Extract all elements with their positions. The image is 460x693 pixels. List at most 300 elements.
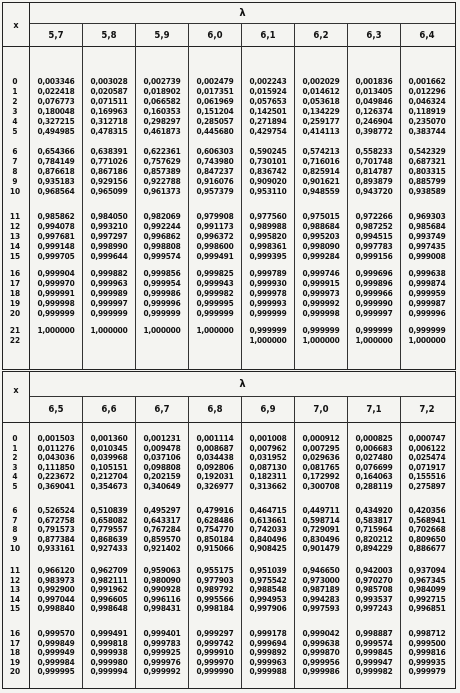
lambda-column-header: 5,7 (48, 30, 64, 41)
probability-cell: 0,894229 (355, 543, 393, 554)
probability-cell: 0,997783 (355, 241, 393, 251)
probability-cell: 0,259177 (302, 116, 340, 126)
probability-cell: 0,510839 (90, 505, 128, 515)
row-x-value: 0 (12, 76, 18, 86)
probability-cell: 0,583817 (355, 514, 393, 525)
probability-cell: 0,066582 (143, 96, 181, 106)
probability-cell: 0,967345 (408, 574, 446, 585)
probability-cell: 0,111850 (37, 461, 75, 472)
probability-cell: 0,172992 (302, 471, 340, 482)
lambda-column-header: 6,8 (207, 404, 223, 415)
probability-cell: 0,916076 (196, 176, 234, 186)
probability-cell: 0,999849 (37, 637, 75, 648)
probability-cell: 0,180048 (37, 106, 75, 116)
probability-cell: 0,998840 (37, 603, 75, 614)
probability-cell: 0,933161 (37, 543, 75, 554)
probability-cell: 0,969303 (408, 211, 446, 221)
probability-cell: 0,935183 (37, 176, 75, 186)
probability-cell: 0,997593 (302, 603, 340, 614)
probability-cell: 0,098808 (143, 461, 181, 472)
row-x-value: 20 (9, 666, 21, 677)
row-x-value: 2 (12, 96, 18, 106)
probability-cell: 0,993210 (90, 221, 128, 231)
probability-cell: 0,999970 (37, 278, 75, 288)
probability-cell: 0,779557 (90, 524, 128, 535)
probability-cell: 0,970270 (355, 574, 393, 585)
probability-cell: 0,001360 (90, 433, 128, 443)
probability-cell: 0,654366 (37, 146, 75, 156)
probability-cell: 0,975542 (249, 574, 287, 585)
probability-cell: 0,223672 (37, 471, 75, 482)
probability-cell: 0,814787 (355, 166, 393, 176)
probability-cell: 0,092806 (196, 461, 234, 472)
probability-cell: 0,876618 (37, 166, 75, 176)
probability-cell: 0,118919 (408, 106, 446, 116)
probability-cell: 0,982111 (90, 574, 128, 585)
row-x-value: 6 (12, 146, 18, 156)
probability-cell: 0,613661 (249, 514, 287, 525)
probability-cell: 0,999395 (249, 251, 287, 261)
probability-cell: 0,398772 (355, 126, 393, 136)
probability-cell: 0,049846 (355, 96, 393, 106)
probability-cell: 0,999996 (143, 298, 181, 308)
probability-cell: 0,999574 (355, 637, 393, 648)
probability-cell: 0,702668 (408, 524, 446, 535)
probability-cell: 0,000747 (408, 433, 446, 443)
probability-cell: 0,965099 (90, 186, 128, 196)
probability-cell: 0,953110 (249, 186, 287, 196)
probability-cell: 0,369041 (37, 481, 75, 491)
probability-cell: 0,730101 (249, 156, 287, 166)
row-x-value: 20 (9, 308, 21, 318)
probability-cell: 0,836742 (249, 166, 287, 176)
probability-cell: 0,999874 (408, 278, 446, 288)
probability-cell: 0,893879 (355, 176, 393, 186)
probability-cell: 0,809650 (408, 533, 446, 544)
probability-cell: 0,977560 (249, 211, 287, 221)
probability-cell: 0,126374 (355, 106, 393, 116)
probability-cell: 0,997906 (249, 603, 287, 614)
probability-cell: 0,982069 (143, 211, 181, 221)
probability-cell: 0,015924 (249, 86, 287, 96)
probability-cell: 0,999956 (302, 656, 340, 667)
probability-cell: 0,001231 (143, 433, 181, 443)
probability-cell: 0,383744 (408, 126, 446, 136)
probability-cell: 0,003028 (90, 76, 128, 86)
lambda-column-header: 6,9 (260, 404, 276, 415)
probability-cell: 0,996116 (143, 593, 181, 604)
probability-cell: 0,999989 (90, 288, 128, 298)
probability-cell: 1,000000 (408, 335, 446, 345)
probability-cell: 0,999925 (143, 647, 181, 658)
probability-cell: 0,999401 (143, 628, 181, 638)
x-header-cell (3, 3, 30, 46)
probability-cell: 0,022418 (37, 86, 75, 96)
probability-cell: 0,987252 (355, 221, 393, 231)
probability-cell: 0,998361 (249, 241, 287, 251)
probability-cell: 0,771026 (90, 156, 128, 166)
probability-cell: 0,061969 (196, 96, 234, 106)
column-divider (241, 23, 242, 369)
probability-cell: 0,420356 (408, 505, 446, 515)
probability-cell: 0,942003 (355, 565, 393, 575)
probability-cell: 0,002739 (143, 76, 181, 86)
probability-cell: 0,160353 (143, 106, 181, 116)
probability-cell: 0,999008 (408, 251, 446, 261)
column-divider (82, 396, 83, 688)
x-label: x (13, 21, 19, 31)
probability-cell: 0,909020 (249, 176, 287, 186)
probability-cell: 0,938589 (408, 186, 446, 196)
probability-cell: 0,999696 (355, 268, 393, 278)
row-x-value: 11 (9, 565, 21, 575)
row-x-value: 0 (12, 433, 18, 443)
probability-cell: 0,992244 (143, 221, 181, 231)
probability-cell: 0,961373 (143, 186, 181, 196)
row-x-value: 8 (12, 524, 18, 535)
probability-cell: 0,046324 (408, 96, 446, 106)
probability-cell: 0,014612 (302, 86, 340, 96)
probability-cell: 0,999644 (90, 251, 128, 261)
probability-cell: 0,354673 (90, 481, 128, 491)
probability-cell: 0,998712 (408, 628, 446, 638)
probability-cell: 0,999947 (355, 656, 393, 667)
probability-cell: 0,999994 (90, 666, 128, 677)
probability-cell: 0,007295 (302, 442, 340, 453)
probability-cell: 0,999987 (408, 298, 446, 308)
probability-cell: 0,053618 (302, 96, 340, 106)
probability-cell: 0,076699 (355, 461, 393, 472)
probability-cell: 0,886677 (408, 543, 446, 554)
probability-cell: 0,414113 (302, 126, 340, 136)
probability-cell: 0,151204 (196, 106, 234, 116)
probability-cell: 0,994953 (249, 593, 287, 604)
probability-cell: 0,464715 (249, 505, 287, 515)
probability-cell: 0,999816 (408, 647, 446, 658)
probability-cell: 0,494985 (37, 126, 75, 136)
probability-cell: 0,003346 (37, 76, 75, 86)
probability-cell: 0,081765 (302, 461, 340, 472)
probability-cell: 0,999979 (408, 666, 446, 677)
probability-cell: 0,867186 (90, 166, 128, 176)
row-x-value: 14 (9, 241, 21, 251)
probability-cell: 0,991173 (196, 221, 234, 231)
row-x-value: 21 (9, 325, 21, 335)
probability-cell: 0,027480 (355, 452, 393, 463)
row-x-value: 7 (12, 156, 18, 166)
probability-cell: 0,994515 (355, 231, 393, 241)
probability-cell: 0,996862 (143, 231, 181, 241)
probability-cell: 1,000000 (249, 335, 287, 345)
probability-cell: 0,590245 (249, 146, 287, 156)
lambda-column-header: 5,8 (101, 30, 117, 41)
probability-cell: 0,461873 (143, 126, 181, 136)
probability-cell: 0,011276 (37, 442, 75, 453)
probability-cell: 0,010345 (90, 442, 128, 453)
probability-cell: 0,985862 (37, 211, 75, 221)
probability-cell: 0,999746 (302, 268, 340, 278)
probability-cell: 0,980090 (143, 574, 181, 585)
probability-cell: 0,943720 (355, 186, 393, 196)
probability-cell: 0,999818 (90, 637, 128, 648)
probability-cell: 0,479916 (196, 505, 234, 515)
probability-cell: 0,606303 (196, 146, 234, 156)
probability-cell: 0,999825 (196, 268, 234, 278)
probability-cell: 0,999789 (249, 268, 287, 278)
row-x-value: 4 (12, 471, 18, 482)
row-x-value: 19 (9, 298, 21, 308)
probability-cell: 0,984099 (408, 584, 446, 595)
probability-cell: 0,999988 (249, 666, 287, 677)
row-x-value: 13 (9, 231, 21, 241)
lambda-column-header: 6,0 (207, 30, 223, 41)
probability-cell: 0,999963 (249, 656, 287, 667)
probability-cell: 0,999963 (90, 278, 128, 288)
probability-cell: 0,025474 (408, 452, 446, 463)
row-x-value: 2 (12, 452, 18, 463)
probability-cell: 0,999970 (196, 656, 234, 667)
probability-cell: 0,434920 (355, 505, 393, 515)
probability-cell: 0,999943 (196, 278, 234, 288)
probability-cell: 0,039968 (90, 452, 128, 463)
probability-cell: 0,995820 (249, 231, 287, 241)
row-x-value: 11 (9, 211, 21, 221)
probability-cell: 0,031952 (249, 452, 287, 463)
lambda-label: λ (239, 377, 246, 390)
probability-cell: 0,326977 (196, 481, 234, 491)
probability-cell: 0,999990 (355, 298, 393, 308)
row-x-value: 7 (12, 514, 18, 525)
probability-cell: 0,999870 (302, 647, 340, 658)
probability-cell: 0,574213 (302, 146, 340, 156)
probability-cell: 0,996372 (196, 231, 234, 241)
lambda-label: λ (239, 6, 246, 19)
probability-cell: 0,999980 (90, 656, 128, 667)
probability-cell: 0,999999 (196, 308, 234, 318)
probability-cell: 0,057653 (249, 96, 287, 106)
lambda-column-header: 6,2 (313, 30, 329, 41)
probability-cell: 0,999995 (37, 666, 75, 677)
probability-cell: 0,999694 (249, 637, 287, 648)
probability-cell: 0,429754 (249, 126, 287, 136)
probability-cell: 0,449711 (302, 505, 340, 515)
probability-cell: 0,558233 (355, 146, 393, 156)
probability-cell: 0,999491 (90, 628, 128, 638)
probability-cell: 0,495297 (143, 505, 181, 515)
column-divider (400, 396, 401, 688)
probability-cell: 0,989792 (196, 584, 234, 595)
probability-cell: 0,999998 (302, 308, 340, 318)
probability-cell: 0,071511 (90, 96, 128, 106)
probability-cell: 0,992900 (37, 584, 75, 595)
lambda-column-header: 7,2 (419, 404, 435, 415)
probability-cell: 0,999982 (355, 666, 393, 677)
probability-cell: 0,830496 (302, 533, 340, 544)
probability-cell: 1,000000 (90, 325, 128, 335)
row-x-value: 5 (12, 481, 18, 491)
probability-cell: 0,991962 (90, 584, 128, 595)
probability-cell: 0,999998 (37, 298, 75, 308)
probability-cell: 0,922788 (143, 176, 181, 186)
probability-cell: 0,988548 (249, 584, 287, 595)
row-x-value: 12 (9, 221, 21, 231)
probability-cell: 0,999999 (355, 325, 393, 335)
probability-cell: 0,999999 (90, 308, 128, 318)
probability-cell: 0,999845 (355, 647, 393, 658)
probability-cell: 0,993749 (408, 231, 446, 241)
probability-cell: 0,043036 (37, 452, 75, 463)
probability-cell: 0,997044 (37, 593, 75, 604)
probability-cell: 0,859570 (143, 533, 181, 544)
lambda-row (30, 3, 455, 24)
row-x-value: 8 (12, 166, 18, 176)
row-x-value: 15 (9, 251, 21, 261)
column-divider (294, 396, 295, 688)
probability-cell: 0,568941 (408, 514, 446, 525)
probability-cell: 0,999999 (249, 308, 287, 318)
probability-cell: 0,825914 (302, 166, 340, 176)
row-x-value: 9 (12, 533, 18, 544)
row-x-value: 4 (12, 116, 18, 126)
row-x-value: 19 (9, 656, 21, 667)
column-divider (188, 396, 189, 688)
probability-cell: 0,999915 (302, 278, 340, 288)
probability-cell: 0,999990 (196, 666, 234, 677)
row-x-value: 16 (9, 268, 21, 278)
probability-cell: 0,973000 (302, 574, 340, 585)
probability-cell: 0,857389 (143, 166, 181, 176)
probability-cell: 0,002243 (249, 76, 287, 86)
column-divider (347, 396, 348, 688)
probability-cell: 0,998808 (143, 241, 181, 251)
probability-cell: 0,997435 (408, 241, 446, 251)
probability-cell: 0,999954 (143, 278, 181, 288)
probability-cell: 0,999882 (90, 268, 128, 278)
probability-cell: 0,018902 (143, 86, 181, 96)
probability-cell: 0,029636 (302, 452, 340, 463)
probability-cell: 0,998990 (90, 241, 128, 251)
lambda-column-header: 6,7 (154, 404, 170, 415)
probability-cell: 0,999973 (302, 288, 340, 298)
probability-cell: 0,999148 (37, 241, 75, 251)
probability-cell: 0,803315 (408, 166, 446, 176)
row-x-value: 10 (9, 186, 21, 196)
probability-cell: 0,340649 (143, 481, 181, 491)
probability-cell: 0,999996 (408, 308, 446, 318)
probability-cell: 0,999992 (143, 666, 181, 677)
probability-cell: 0,998184 (196, 603, 234, 614)
row-x-value: 18 (9, 288, 21, 298)
probability-cell: 0,999986 (302, 666, 340, 677)
probability-cell: 0,999995 (196, 298, 234, 308)
probability-cell: 0,526524 (37, 505, 75, 515)
probability-cell: 0,901621 (302, 176, 340, 186)
lambda-column-header: 6,4 (419, 30, 435, 41)
probability-cell: 0,868639 (90, 533, 128, 544)
probability-cell: 0,937094 (408, 565, 446, 575)
probability-cell: 0,999999 (408, 325, 446, 335)
probability-cell: 0,997681 (37, 231, 75, 241)
probability-cell: 0,598714 (302, 514, 340, 525)
probability-cell: 0,087130 (249, 461, 287, 472)
probability-cell: 0,999999 (249, 325, 287, 335)
probability-cell: 0,999999 (143, 308, 181, 318)
probability-cell: 0,998887 (355, 628, 393, 638)
probability-cell: 0,658082 (90, 514, 128, 525)
probability-cell: 1,000000 (196, 325, 234, 335)
row-x-value: 1 (12, 86, 18, 96)
probability-cell: 0,643317 (143, 514, 181, 525)
probability-cell: 0,995566 (196, 593, 234, 604)
probability-cell: 0,948559 (302, 186, 340, 196)
probability-cell: 0,999742 (196, 637, 234, 648)
row-x-value: 18 (9, 647, 21, 658)
probability-cell: 0,840496 (249, 533, 287, 544)
row-x-value: 22 (9, 335, 21, 345)
probability-cell: 0,977903 (196, 574, 234, 585)
probability-cell: 0,999638 (408, 268, 446, 278)
lambda-column-header: 6,6 (101, 404, 117, 415)
probability-cell: 0,034438 (196, 452, 234, 463)
probability-cell: 0,017351 (196, 86, 234, 96)
probability-cell: 0,743980 (196, 156, 234, 166)
probability-cell: 0,999986 (143, 288, 181, 298)
column-divider (135, 396, 136, 688)
probability-cell: 0,999930 (249, 278, 287, 288)
probability-cell: 0,784149 (37, 156, 75, 166)
lambda-column-header: 7,0 (313, 404, 329, 415)
probability-cell: 0,999992 (302, 298, 340, 308)
probability-cell: 0,008687 (196, 442, 234, 453)
probability-cell: 0,754770 (196, 524, 234, 535)
row-x-value: 17 (9, 637, 21, 648)
probability-cell: 0,966120 (37, 565, 75, 575)
probability-cell: 0,994283 (302, 593, 340, 604)
probability-cell: 0,999982 (196, 288, 234, 298)
probability-cell: 0,729091 (302, 524, 340, 535)
column-divider (82, 23, 83, 369)
probability-cell: 0,182311 (249, 471, 287, 482)
probability-cell: 0,020587 (90, 86, 128, 96)
probability-cell: 0,885799 (408, 176, 446, 186)
probability-cell: 0,006683 (355, 442, 393, 453)
probability-cell: 0,715964 (355, 524, 393, 535)
probability-cell: 0,002479 (196, 76, 234, 86)
probability-cell: 0,192031 (196, 471, 234, 482)
probability-cell: 0,992715 (408, 593, 446, 604)
probability-cell: 0,202159 (143, 471, 181, 482)
probability-cell: 0,999297 (196, 628, 234, 638)
probability-cell: 0,000912 (302, 433, 340, 443)
probability-cell: 0,999178 (249, 628, 287, 638)
probability-cell: 0,999997 (90, 298, 128, 308)
column-divider (347, 23, 348, 369)
probability-cell: 0,999705 (37, 251, 75, 261)
probability-cell: 0,701748 (355, 156, 393, 166)
probability-cell: 0,246904 (355, 116, 393, 126)
probability-cell: 0,979908 (196, 211, 234, 221)
probability-cell: 0,212704 (90, 471, 128, 482)
probability-cell: 0,921402 (143, 543, 181, 554)
probability-cell: 0,995203 (302, 231, 340, 241)
probability-cell: 1,000000 (37, 325, 75, 335)
probability-cell: 0,951039 (249, 565, 287, 575)
row-x-value: 17 (9, 278, 21, 288)
probability-cell: 0,999935 (408, 656, 446, 667)
probability-cell: 0,915066 (196, 543, 234, 554)
probability-cell: 0,312718 (90, 116, 128, 126)
row-x-value: 3 (12, 461, 18, 472)
